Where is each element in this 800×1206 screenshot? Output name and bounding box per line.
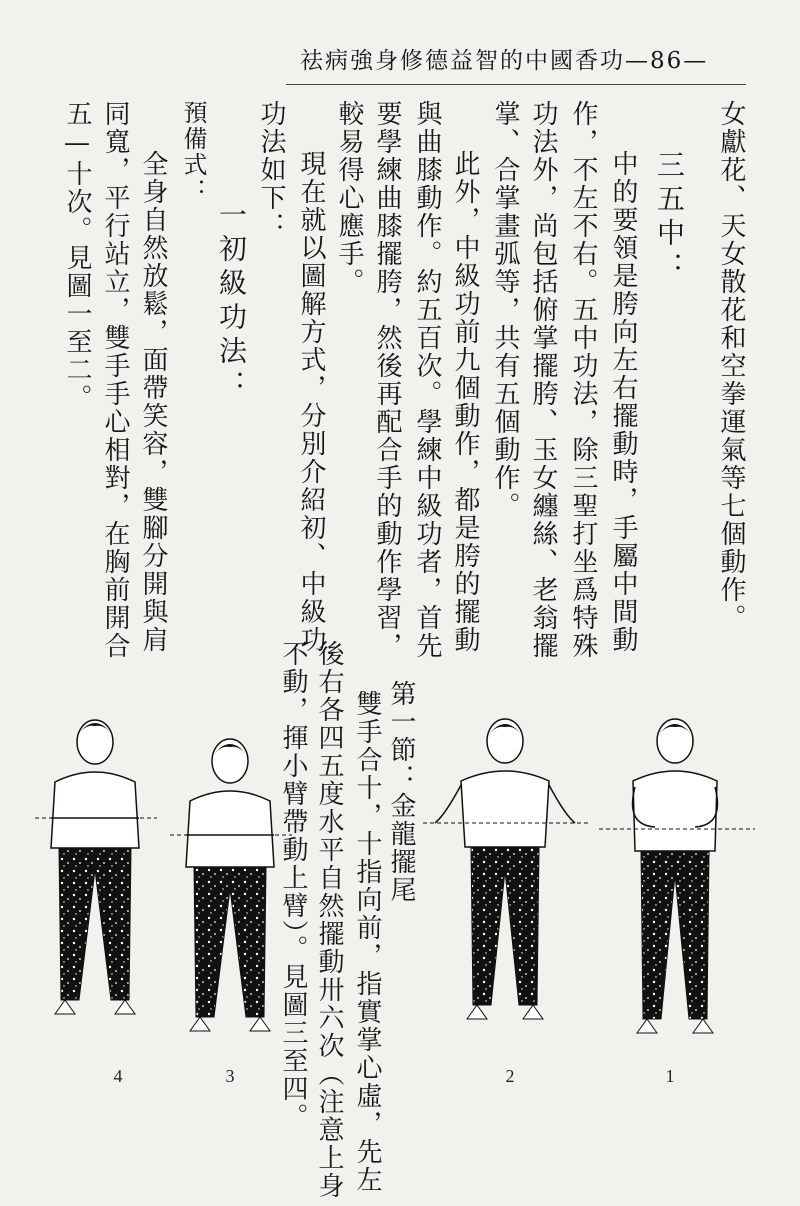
text-column: 作，不左不右。五中功法，除三聖打坐爲特殊 <box>568 100 598 660</box>
figure-label: 1 <box>665 1066 675 1086</box>
section-heading: 第一節：金龍擺尾 <box>386 680 416 904</box>
text-column: 與曲膝動作。約五百次。學練中級功者，首先 <box>412 100 442 660</box>
section-heading: 三五中： <box>653 150 686 286</box>
figure-label: 2 <box>505 1066 515 1086</box>
text-column: 此外，中級功前九個動作，都是胯的擺動 <box>450 150 480 654</box>
text-column: 掌、合掌畫弧等，共有五個動作。 <box>490 100 520 520</box>
text-column: 現在就以圖解方式，分別介紹初、中級功 <box>296 150 326 654</box>
text-column: 不動，揮小臂帶動上臂）。見圖三至四。 <box>278 640 308 1131</box>
figures-illustration <box>0 700 800 1120</box>
section-heading: 一初級功法： <box>215 200 248 404</box>
text-column: 雙手合十，十指向前，指實掌心虛，先左 <box>352 690 382 1194</box>
figure-3 <box>170 739 292 1031</box>
figure-4 <box>35 720 157 1014</box>
header-rule <box>286 84 746 85</box>
figure-label: 4 <box>113 1066 123 1086</box>
running-header: 祛病強身修德益智的中國香功—86— <box>300 48 709 74</box>
text-column: 後右各四五度水平自然擺動卅六次（注意上身 <box>314 640 344 1200</box>
text-column: 全身自然放鬆，面帶笑容，雙腳分開與肩 <box>138 150 168 654</box>
text-column: 女獻花、天女散花和空拳運氣等七個動作。 <box>716 100 746 632</box>
figure-2 <box>423 719 589 1019</box>
text-column: 五—十次。見圖一至二。 <box>62 100 92 412</box>
text-column: 功法如下： <box>256 100 286 240</box>
subheading: 預備式： <box>179 100 207 204</box>
text-column: 功法外，尚包括俯掌擺胯、玉女纏絲、老翁擺 <box>528 100 558 660</box>
text-column: 較易得心應手。 <box>334 100 364 296</box>
text-column: 同寬，平行站立，雙手手心相對，在胸前開合 <box>100 100 130 660</box>
figure-label: 3 <box>225 1066 235 1086</box>
figure-1 <box>599 719 755 1033</box>
text-column: 中的要領是胯向左右擺動時，手屬中間動 <box>608 150 638 654</box>
text-column: 要學練曲膝擺胯，然後再配合手的動作學習， <box>372 100 402 660</box>
